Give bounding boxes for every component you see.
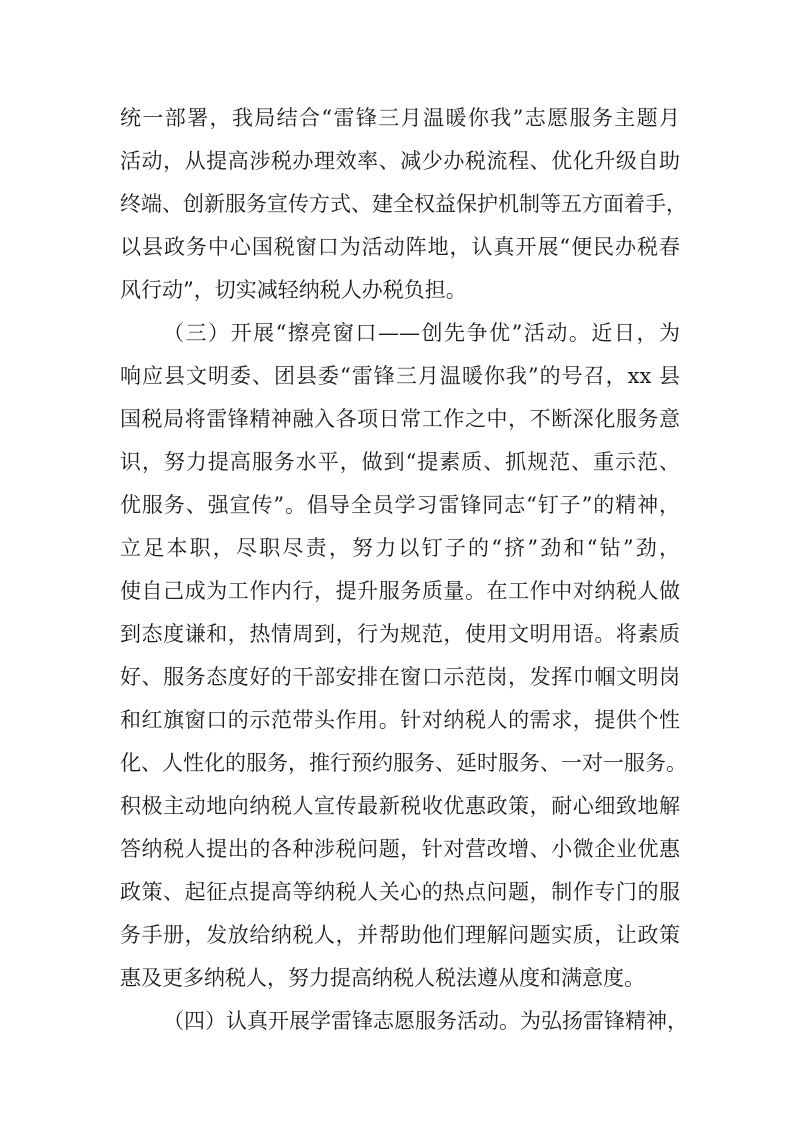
text-line: 国税局将雷锋精神融入各项日常工作之中，不断深化服务意 bbox=[120, 407, 680, 431]
text-line: 积极主动地向纳税人宣传最新税收优惠政策，耐心细致地解 bbox=[120, 794, 680, 818]
paragraph-heading-3: （三）开展“擦亮窗口——创先争优”活动。近日，为 bbox=[163, 321, 680, 345]
text-line: 务手册，发放给纳税人，并帮助他们理解问题实质，让政策 bbox=[120, 923, 680, 947]
text-line: 统一部署，我局结合“雷锋三月温暖你我”志愿服务主题月 bbox=[120, 106, 680, 130]
text-line: 和红旗窗口的示范带头作用。针对纳税人的需求，提供个性 bbox=[120, 708, 680, 732]
text-line: 风行动”，切实减轻纳税人办税负担。 bbox=[120, 278, 467, 302]
text-line: 到态度谦和，热情周到，行为规范，使用文明用语。将素质 bbox=[120, 622, 680, 646]
text-line: 政策、起征点提高等纳税人关心的热点问题，制作专门的服 bbox=[120, 880, 680, 904]
text-line: 识，努力提高服务水平，做到“提素质、抓规范、重示范、 bbox=[120, 450, 680, 474]
text-line: 好、服务态度好的干部安排在窗口示范岗，发挥巾帼文明岗 bbox=[120, 665, 680, 689]
text-line: 化、人性化的服务，推行预约服务、延时服务、一对一服务。 bbox=[120, 751, 687, 775]
text-line: 立足本职，尽职尽责，努力以钉子的“挤”劲和“钻”劲， bbox=[120, 536, 680, 560]
text-line: 答纳税人提出的各种涉税问题，针对营改增、小微企业优惠 bbox=[120, 837, 680, 861]
text-line: 以县政务中心国税窗口为活动阵地，认真开展“便民办税春 bbox=[120, 235, 680, 259]
text-line: 响应县文明委、团县委“雷锋三月温暖你我”的号召，xx 县 bbox=[120, 364, 680, 388]
text-line: 活动，从提高涉税办理效率、减少办税流程、优化升级自助 bbox=[120, 149, 680, 173]
text-line: 惠及更多纳税人，努力提高纳税人税法遵从度和满意度。 bbox=[120, 966, 645, 990]
paragraph-heading-4: （四）认真开展学雷锋志愿服务活动。为弘扬雷锋精神， bbox=[163, 1009, 688, 1033]
text-line: 终端、创新服务宣传方式、建全权益保护机制等五方面着手， bbox=[120, 192, 687, 216]
text-line: 使自己成为工作内行，提升服务质量。在工作中对纳税人做 bbox=[120, 579, 680, 603]
text-line: 优服务、强宣传”。倡导全员学习雷锋同志“钉子”的精神， bbox=[120, 493, 680, 517]
